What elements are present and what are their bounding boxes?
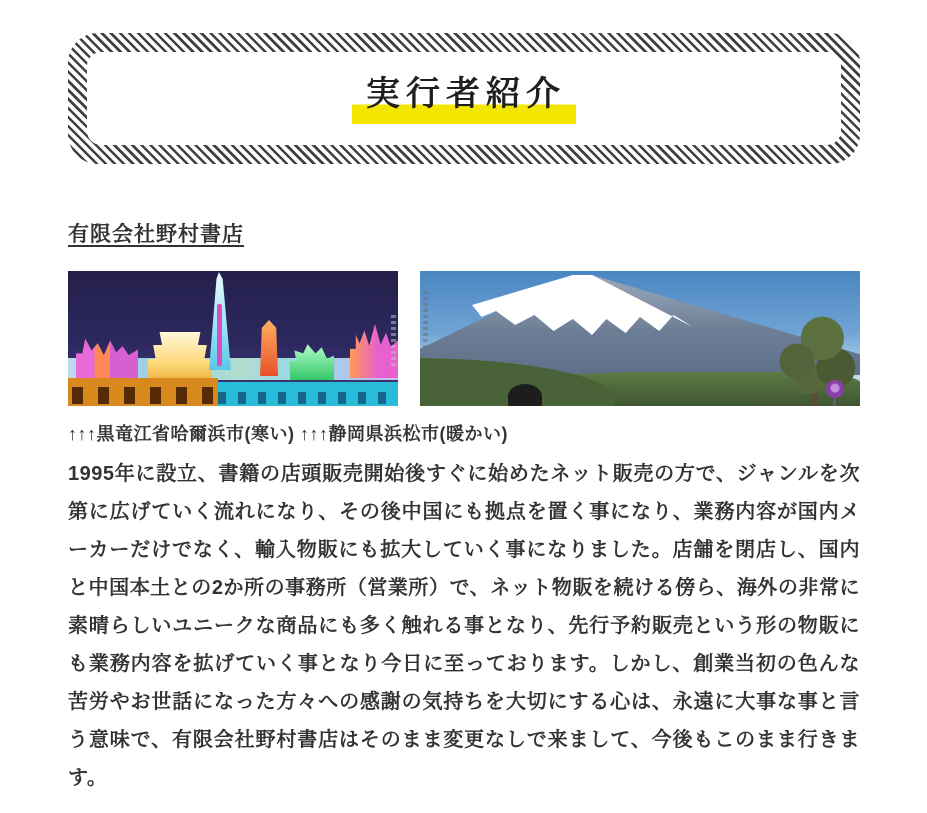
tree-foliage-shape [772, 312, 856, 394]
photo-credit-watermark [423, 291, 428, 349]
section-title-inner-panel [87, 52, 841, 145]
company-name-heading: 有限会社野村書店 [68, 223, 244, 246]
photo-row [68, 271, 860, 406]
section-title-box [68, 33, 860, 164]
ice-towers-left-shape [76, 334, 138, 380]
mount-fuji-photo [420, 271, 860, 406]
ice-green-building-shape [290, 342, 334, 380]
person-head-shape [508, 384, 542, 406]
ice-pagoda-shape [148, 328, 212, 378]
section-title: 実行者紹介 [352, 73, 576, 125]
purple-sign-shape [826, 380, 844, 398]
photo-caption: ↑↑↑黒竜江省哈爾浜市(寒い) ↑↑↑静岡県浜松市(暖かい) [68, 424, 508, 444]
photo-credit-watermark [391, 315, 396, 367]
ice-wall-orange-shape [68, 378, 218, 406]
body-paragraph: 1995年に設立、書籍の店頭販売開始後すぐに始めたネット販売の方で、ジャンルを次第に広げていく流れになり、その後中国にも拠点を置く事になり、業務内容が国内メーカーだけでなく、輸入物販にも拡大していく事になりました。店舗を閉店し、国内と中国本土との2か所の事務所（営業所）で、ネット物販を続ける傍ら、海外の非常に素晴らしいユニークな商品にも多く触れる事となり、先行予約販売という形の物販にも業務内容を拡げていく事となり今日に至っております。しかし、創業当初の色んな苦労やお世話になった方々への感謝の気持ちを大切にする心は、永遠に大事な事と言う意味で、有限会社野村書店はそのまま変更なしで来まして、今後もこのまま行きます。 [68, 463, 860, 789]
ice-spire-stripe-shape [217, 304, 222, 366]
harbin-ice-festival-photo [68, 271, 398, 406]
ice-wall-cyan-shape [218, 382, 398, 406]
